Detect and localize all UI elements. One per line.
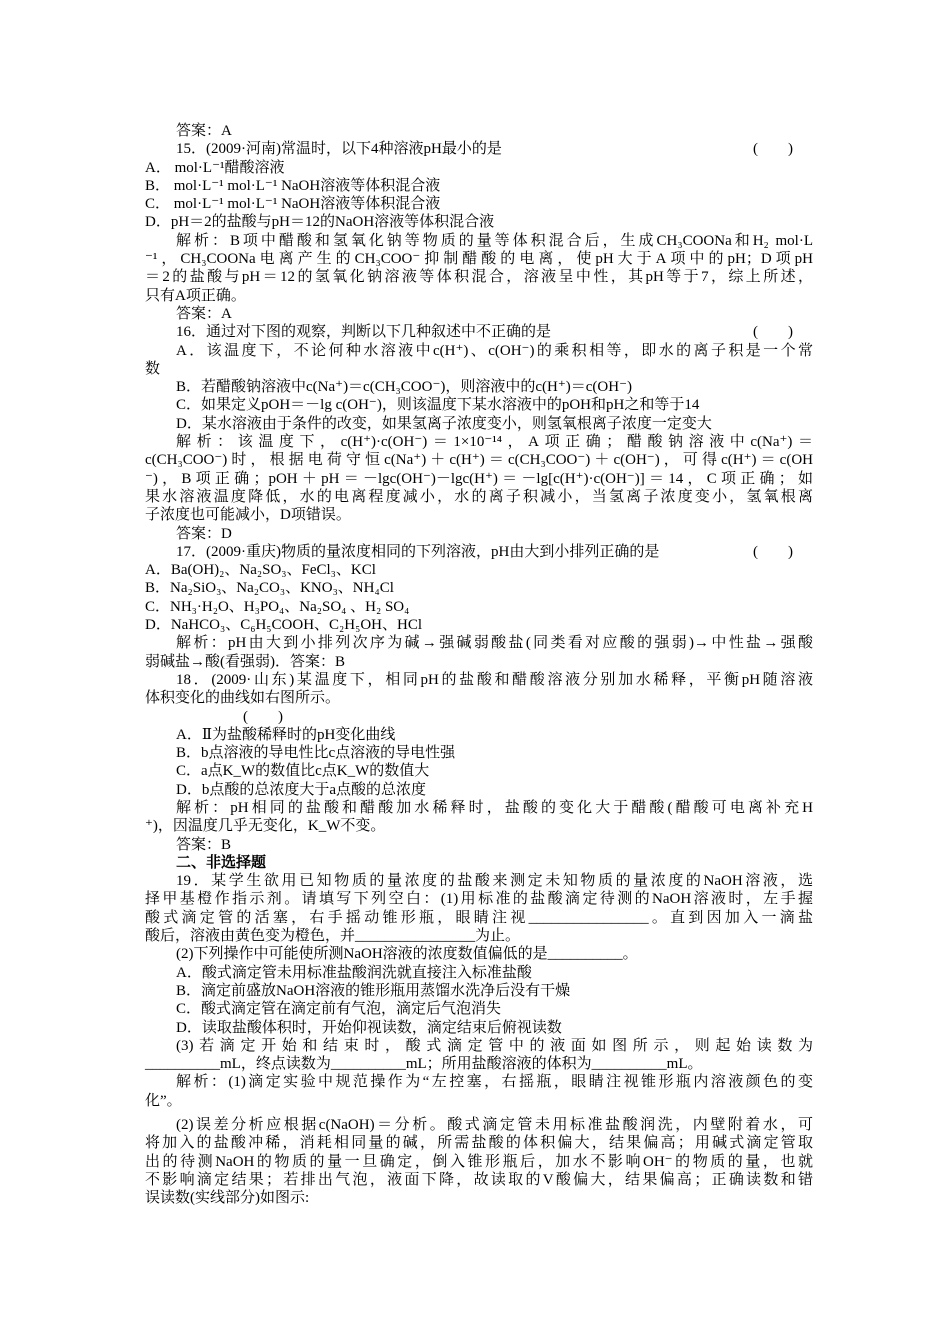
- line-text: 解析：(1)滴定实验中规范操作为“左控塞，右摇瓶，眼睛注视锥形瓶内溶液颜色的变: [176, 1074, 813, 1091]
- text-line: [145, 964, 813, 982]
- line-text: 只有A项正确。: [145, 287, 246, 304]
- text-line: [145, 653, 813, 671]
- line-text: 误读数(实线部分)如图示:: [145, 1190, 310, 1207]
- text-line: [145, 195, 813, 213]
- line-text: c(CH₃COO⁻)时，根据电荷守恒c(Na⁺)＋c(H⁺)＝c(CH₃COO⁻)＋c(OH⁻)，可得c(H⁺)＝c(OH: [145, 452, 813, 469]
- text-line: [145, 872, 813, 890]
- text-line: [145, 543, 813, 561]
- line-text: 19．某学生欲用已知物质的量浓度的盐酸来测定未知物质的量浓度的NaOH溶液，选: [176, 873, 813, 890]
- line-text: 解析：pH相同的盐酸和醋酸加水稀释时，盐酸的变化大于醋酸(醋酸可电离补充H: [176, 799, 813, 816]
- line-text: D．某水溶液由于条件的改变，如果氢离子浓度变小，则氢氧根离子浓度一定变大: [176, 415, 712, 432]
- text-line: [145, 671, 813, 689]
- answer-parentheses: ( ): [753, 324, 793, 341]
- line-text: 解析：该温度下，c(H⁺)·c(OH⁻)＝1×10⁻¹⁴，A项正确；醋酸钠溶液中c(Na⁺)＝: [176, 434, 813, 451]
- line-text: D．读取盐酸体积时，开始仰视读数，滴定结束后俯视读数: [176, 1019, 562, 1036]
- line-text: 弱碱盐→酸(看强弱)．答案：B: [145, 653, 345, 670]
- line-text: 果水溶液温度降低，水的电离程度减小，水的离子积减小，当氢离子浓度变小，氢氧根离: [145, 488, 813, 505]
- text-line: [145, 1116, 813, 1134]
- text-line: [145, 945, 813, 963]
- line-text: 子浓度也可能减小，D项错误。: [145, 507, 351, 524]
- text-line: [145, 762, 813, 780]
- line-text: B．若醋酸钠溶液中c(Na⁺)＝c(CH₃COO⁻)，则溶液中的c(H⁺)＝c(OH⁻): [176, 379, 632, 396]
- line-text: (2)下列操作中可能使所测NaOH溶液的浓度数值偏低的是__________。: [176, 946, 638, 963]
- text-line: [145, 525, 813, 543]
- document-body: [145, 122, 813, 1208]
- line-text: 出的待测NaOH的物质的量一旦确定，倒入锥形瓶后，加水不影响OH⁻的物质的量，也就: [145, 1153, 813, 1170]
- text-line: [145, 360, 813, 378]
- text-line: [145, 415, 813, 433]
- line-text: __________mL，终点读数为__________mL；所用盐酸溶液的体积为__________mL。: [145, 1056, 703, 1073]
- text-line: [145, 378, 813, 396]
- line-text: B．Na₂SiO₃、Na₂CO₃、KNO₃、NH₄Cl: [145, 580, 394, 597]
- text-line: [145, 470, 813, 488]
- line-text: ( ): [243, 708, 283, 725]
- text-line: [145, 140, 813, 158]
- line-text: 16．通过对下图的观察，判断以下几种叙述中不正确的是: [176, 324, 552, 341]
- text-line: [145, 287, 813, 305]
- line-text: 将加入的盐酸冲稀，消耗相同量的碱，所需盐酸的体积偏大，结果偏高；用碱式滴定管取: [145, 1135, 813, 1152]
- text-line: [145, 488, 813, 506]
- text-line: [145, 579, 813, 597]
- text-line: [145, 817, 813, 835]
- line-text: 酸后，溶液由黄色变为橙色，并________________为止。: [145, 928, 521, 945]
- text-line: [145, 1055, 813, 1073]
- text-line: [145, 1037, 813, 1055]
- line-text: 解析：B项中醋酸和氢氧化钠等物质的量等体积混合后，生成CH₃COONa和H₂ mol·L: [176, 232, 813, 249]
- line-text: A． mol·L⁻¹醋酸溶液: [145, 159, 285, 176]
- text-line: [145, 159, 813, 177]
- line-text: C．酸式滴定管在滴定前有气泡，滴定后气泡消失: [176, 1001, 502, 1018]
- line-text: D．b点酸的总浓度大于a点酸的总浓度: [176, 781, 426, 798]
- line-text: ⁺)，因温度几乎无变化，K_W不变。: [145, 818, 386, 835]
- line-text: ⁻¹，CH₃COONa电离产生的CH₃COO⁻抑制醋酸的电离，使pH大于A项中的pH；D项pH: [145, 251, 813, 268]
- line-text: B． mol·L⁻¹ mol·L⁻¹ NaOH溶液等体积混合液: [145, 177, 441, 194]
- text-line: [145, 1153, 813, 1171]
- text-line: [145, 1000, 813, 1018]
- text-line: [145, 396, 813, 414]
- line-text: 答案：D: [176, 525, 232, 542]
- line-text: D．pH＝2的盐酸与pH＝12的NaOH溶液等体积混合液: [145, 214, 495, 231]
- text-line: [145, 634, 813, 652]
- answer-parentheses: ( ): [753, 543, 793, 560]
- text-line: [145, 506, 813, 524]
- text-line: [145, 250, 813, 268]
- line-text: 解析：pH由大到小排列次序为碱→强碱弱酸盐(同类看对应酸的强弱)→中性盐→强酸: [176, 635, 813, 652]
- text-line: [145, 799, 813, 817]
- line-text: 答案：A: [176, 305, 232, 322]
- text-line: [145, 1073, 813, 1091]
- line-text: C． mol·L⁻¹ mol·L⁻¹ NaOH溶液等体积混合液: [145, 196, 441, 213]
- text-line: [145, 1171, 813, 1189]
- text-line: [145, 305, 813, 323]
- line-text: 化”。: [145, 1092, 182, 1109]
- line-text: 二、非选择题: [176, 854, 267, 871]
- line-text: C．如果定义pOH＝－lg c(OH⁻)，则该温度下某水溶液中的pOH和pH之和等于14: [176, 397, 700, 414]
- line-text: (3)若滴定开始和结束时，酸式滴定管中的液面如图所示，则起始读数为: [176, 1037, 813, 1054]
- text-line: [145, 1019, 813, 1037]
- text-line: [145, 616, 813, 634]
- text-line: [145, 232, 813, 250]
- text-line: [145, 451, 813, 469]
- line-text: 体积变化的曲线如右图所示。: [145, 690, 341, 707]
- text-line: [145, 689, 813, 707]
- line-text: 15．(2009·河南)常温时，以下4种溶液pH最小的是: [176, 141, 502, 158]
- line-text: 17．(2009·重庆)物质的量浓度相同的下列溶液，pH由大到小排列正确的是: [176, 543, 660, 560]
- text-line: [145, 1189, 813, 1207]
- text-line: [145, 708, 813, 726]
- text-line: [145, 122, 813, 140]
- text-line: [145, 323, 813, 341]
- answer-parentheses: ( ): [753, 141, 793, 158]
- text-line: [145, 836, 813, 854]
- line-text: A．该温度下，不论何种水溶液中c(H⁺)、c(OH⁻)的乘积相等，即水的离子积是一个常: [176, 342, 813, 359]
- line-text: B．滴定前盛放NaOH溶液的锥形瓶用蒸馏水洗净后没有干燥: [176, 982, 571, 999]
- line-text: 择甲基橙作指示剂。请填写下列空白：(1)用标准的盐酸滴定待测的NaOH溶液时，左手握: [145, 891, 813, 908]
- text-line: [145, 781, 813, 799]
- line-text: 不影响滴定结果；若排出气泡，液面下降，故读取的V酸偏大，结果偏高；正确读数和错: [145, 1171, 813, 1188]
- text-line: [145, 982, 813, 1000]
- line-text: D．NaHCO₃、C₆H₅COOH、C₂H₅OH、HCl: [145, 617, 422, 634]
- text-line: [145, 909, 813, 927]
- line-text: 18．(2009·山东)某温度下，相同pH的盐酸和醋酸溶液分别加水稀释，平衡pH随溶液: [176, 671, 813, 688]
- text-line: [145, 927, 813, 945]
- text-line: [145, 561, 813, 579]
- line-text: ⁻)，B项正确；pOH＋pH＝－lgc(OH⁻)－lgc(H⁺)＝－lg[c(H⁺)·c(OH⁻)]＝14，C项正确；如: [145, 470, 813, 487]
- text-line: [145, 598, 813, 616]
- text-line: [145, 177, 813, 195]
- line-text: A．酸式滴定管未用标准盐酸润洗就直接注入标准盐酸: [176, 964, 532, 981]
- text-line: [145, 1134, 813, 1152]
- line-text: A．Ba(OH)₂、Na₂SO₃、FeCl₃、KCl: [145, 562, 376, 579]
- line-text: A．Ⅱ为盐酸稀释时的pH变化曲线: [176, 726, 396, 743]
- line-text: 答案：B: [176, 836, 232, 853]
- line-text: 酸式滴定管的活塞，右手摇动锥形瓶，眼睛注视________________。直到因加入一滴盐: [145, 909, 813, 926]
- line-text: 数: [145, 360, 161, 377]
- text-line: [145, 890, 813, 908]
- text-line: [145, 342, 813, 360]
- text-line: [145, 433, 813, 451]
- line-text: ＝2的盐酸与pH＝12的氢氧化钠溶液等体积混合，溶液呈中性，其pH等于7，综上所述，: [145, 269, 813, 286]
- line-text: (2)误差分析应根据c(NaOH)＝分析。酸式滴定管未用标准盐酸润洗，内壁附着水，可: [176, 1117, 813, 1134]
- text-line: [145, 744, 813, 762]
- line-text: B．b点溶液的导电性比c点溶液的导电性强: [176, 745, 456, 762]
- line-text: 答案：A: [176, 123, 232, 139]
- line-text: C．a点K_W的数值比c点K_W的数值大: [176, 763, 430, 780]
- text-line: [145, 213, 813, 231]
- text-line: [145, 1092, 813, 1110]
- text-line: [145, 268, 813, 286]
- text-line: [145, 854, 813, 872]
- line-text: C．NH₃·H₂O、H₃PO₄、Na₂SO₄ 、H₂ SO₄: [145, 598, 410, 615]
- text-line: [145, 726, 813, 744]
